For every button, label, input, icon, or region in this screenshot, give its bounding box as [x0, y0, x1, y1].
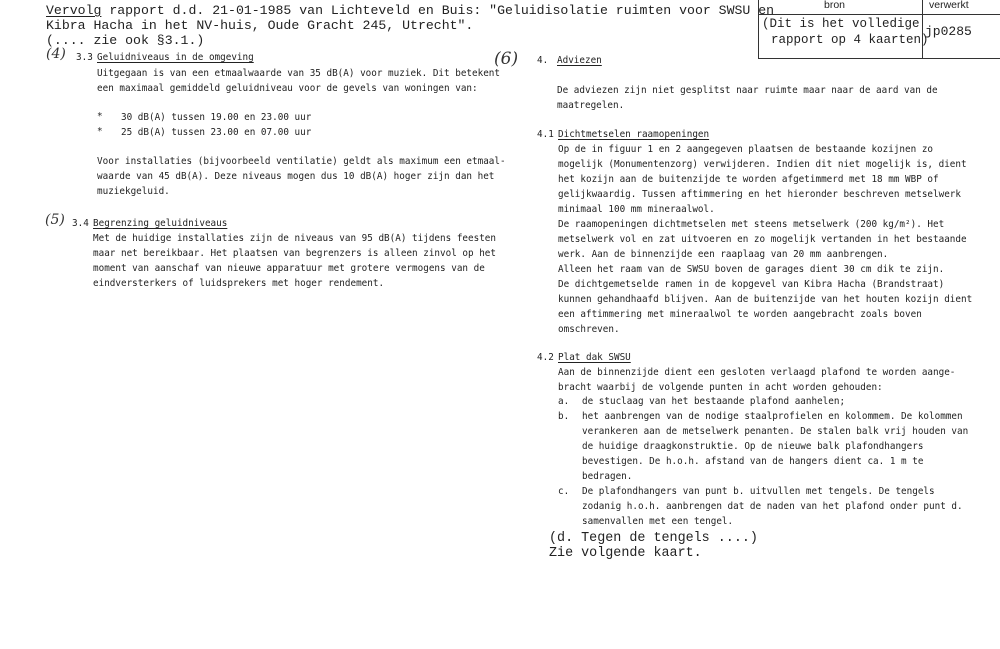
- s33-p2-line-3: muziekgeluid.: [97, 186, 170, 197]
- closing-line-2: Zie volgende kaart.: [549, 546, 702, 561]
- s33-p1-line-1: Uitgegaan is van een etmaalwaarde van 35 dB(A) voor muziek. Dit betekent: [97, 68, 500, 79]
- card-divider: [922, 0, 923, 58]
- s41-line-9: Alleen het raam van de SWSU boven de garages dient 30 cm dik te zijn.: [558, 264, 945, 275]
- s41-line-3: het kozijn aan de buitenzijde te worden afgetimmerd met 18 mm WBP of: [558, 174, 939, 185]
- s41-line-7: metselwerk vol en zat uitvoeren en zo mogelijk vertanden in het bestaande: [558, 234, 967, 245]
- bullet-star: *: [97, 126, 103, 137]
- section-4-1-title: Dichtmetselen raamopeningen: [558, 129, 710, 140]
- s41-line-12: een aftimmering met mineraalwol te worden aangebracht zoals boven: [558, 309, 922, 320]
- s41-line-11: kunnen gehandhaafd blijven. Aan de buitenzijde van het houten kozijn dient: [558, 294, 973, 305]
- card-note-line-2: rapport op 4 kaarten): [771, 33, 929, 47]
- s42-item-b-line-5: bedragen.: [582, 471, 633, 482]
- s34-line-1: Met de huidige installaties zijn de niveaus van 95 dB(A) tijdens feesten: [93, 233, 496, 244]
- margin-mark-5: (5): [45, 212, 65, 228]
- closing-line-1: (d. Tegen de tengels ....): [549, 531, 758, 546]
- header-line-1-rest: rapport d.d. 21-01-1985 van Lichteveld en Buis: "Geluidisolatie ruimten voor SWSU en: [101, 3, 775, 18]
- card-note-line-1: (Dit is het volledige: [762, 17, 920, 31]
- section-4-number: 4.: [537, 55, 549, 66]
- s41-line-6: De raamopeningen dichtmetselen met steens metselwerk (200 kg/m²). Het: [558, 219, 945, 230]
- s42-intro-line-2: bracht waarbij de volgende punten in acht worden gehouden:: [558, 382, 883, 393]
- section-4-1-number: 4.1: [537, 129, 554, 140]
- header-line-2: Kibra Hacha in het NV-huis, Oude Gracht 245, Utrecht".: [46, 18, 474, 33]
- section-4-2-title: Plat dak SWSU: [558, 352, 631, 363]
- s41-line-2: mogelijk (Monumentenzorg) verwijderen. Indien dit niet mogelijk is, dient: [558, 159, 967, 170]
- s42-item-a-letter: a.: [558, 396, 570, 407]
- s4-line-2: maatregelen.: [557, 100, 625, 111]
- s42-item-b-letter: b.: [558, 411, 570, 422]
- s42-intro-line-1: Aan de binnenzijde dient een gesloten verlaagd plafond te worden aange-: [558, 367, 956, 378]
- s34-line-4: eindversterkers of luidsprekers met hoger rendement.: [93, 278, 385, 289]
- bullet-star: *: [97, 111, 103, 122]
- s41-line-4: gelijkwaardig. Tussen aftimmering en het hieronder beschreven metselwerk: [558, 189, 961, 200]
- s41-line-10: De dichtgemetselde ramen in de kopgevel van Kibra Hacha (Brandstraat): [558, 279, 945, 290]
- section-3-3-title: Geluidniveaus in de omgeving: [97, 52, 254, 63]
- s42-item-b-line-3: de huidige draagkonstruktie. Op de nieuwe balk plafondhangers: [582, 441, 924, 452]
- s41-line-8: werk. Aan de binnenzijde een raaplaag van 20 mm aanbrengen.: [558, 249, 889, 260]
- section-3-3-number: 3.3: [76, 52, 93, 63]
- header-prefix: Vervolg: [46, 3, 102, 18]
- s34-line-2: maar net bereikbaar. Het plaatsen van begrenzers is alleen zinvol op het: [93, 248, 496, 259]
- s33-p2-line-1: Voor installaties (bijvoorbeeld ventilatie) geldt als maximum een etmaal-: [97, 156, 506, 167]
- s41-line-5: minimaal 100 mm mineraalwol.: [558, 204, 715, 215]
- s42-item-c-line-3: samenvallen met een tengel.: [582, 516, 734, 527]
- s42-item-c-letter: c.: [558, 486, 570, 497]
- section-4-2-number: 4.2: [537, 352, 554, 363]
- s42-item-b-line-2: verankeren aan de metselwerk penanten. De stalen balk vrij houden van: [582, 426, 969, 437]
- s33-p1-line-2: een maximaal gemiddeld geluidniveau voor de gevels van woningen van:: [97, 83, 478, 94]
- section-3-4-title: Begrenzing geluidniveaus: [93, 218, 228, 229]
- card-code: jp0285: [925, 24, 972, 39]
- s42-item-c-line-2: zodanig h.o.h. aanbrengen dat de naden van het plafond onder punt d.: [582, 501, 963, 512]
- s33-p2-line-2: waarde van 45 dB(A). Deze niveaus mogen dus 10 dB(A) hoger zijn dan het: [97, 171, 495, 182]
- s33-bullet-1: 30 dB(A) tussen 19.00 en 23.00 uur: [121, 112, 312, 123]
- section-3-4-number: 3.4: [72, 218, 89, 229]
- s42-item-a-line-1: de stuclaag van het bestaande plafond aanhelen;: [582, 396, 846, 407]
- s41-line-1: Op de in figuur 1 en 2 aangegeven plaatsen de bestaande kozijnen zo: [558, 144, 934, 155]
- s42-item-b-line-1: het aanbrengen van de nodige staalprofielen en kolommem. De kolommen: [582, 411, 963, 422]
- margin-mark-4: (4): [46, 46, 66, 62]
- margin-mark-6: (6): [494, 49, 519, 69]
- header-line-3: (.... zie ook §3.1.): [46, 33, 205, 48]
- s42-item-c-line-1: De plafondhangers van punt b. uitvullen met tengels. De tengels: [582, 486, 935, 497]
- s34-line-3: moment van aanschaf van nieuwe apparatuur met grotere vermogens van de: [93, 263, 485, 274]
- card-label-verwerkt: verwerkt: [929, 0, 969, 11]
- s42-item-b-line-4: bevestigen. De h.o.h. afstand van de hangers dient ca. 1 m te: [582, 456, 924, 467]
- header-line-1: [46, 3, 774, 18]
- card-index-box: [758, 0, 1000, 59]
- card-label-bron: bron: [824, 0, 846, 11]
- s41-line-13: omschreven.: [558, 324, 620, 335]
- s4-line-1: De adviezen zijn niet gesplitst naar ruimte maar naar de aard van de: [557, 85, 938, 96]
- section-4-title: Adviezen: [557, 55, 602, 66]
- s33-bullet-2: 25 dB(A) tussen 23.00 en 07.00 uur: [121, 127, 312, 138]
